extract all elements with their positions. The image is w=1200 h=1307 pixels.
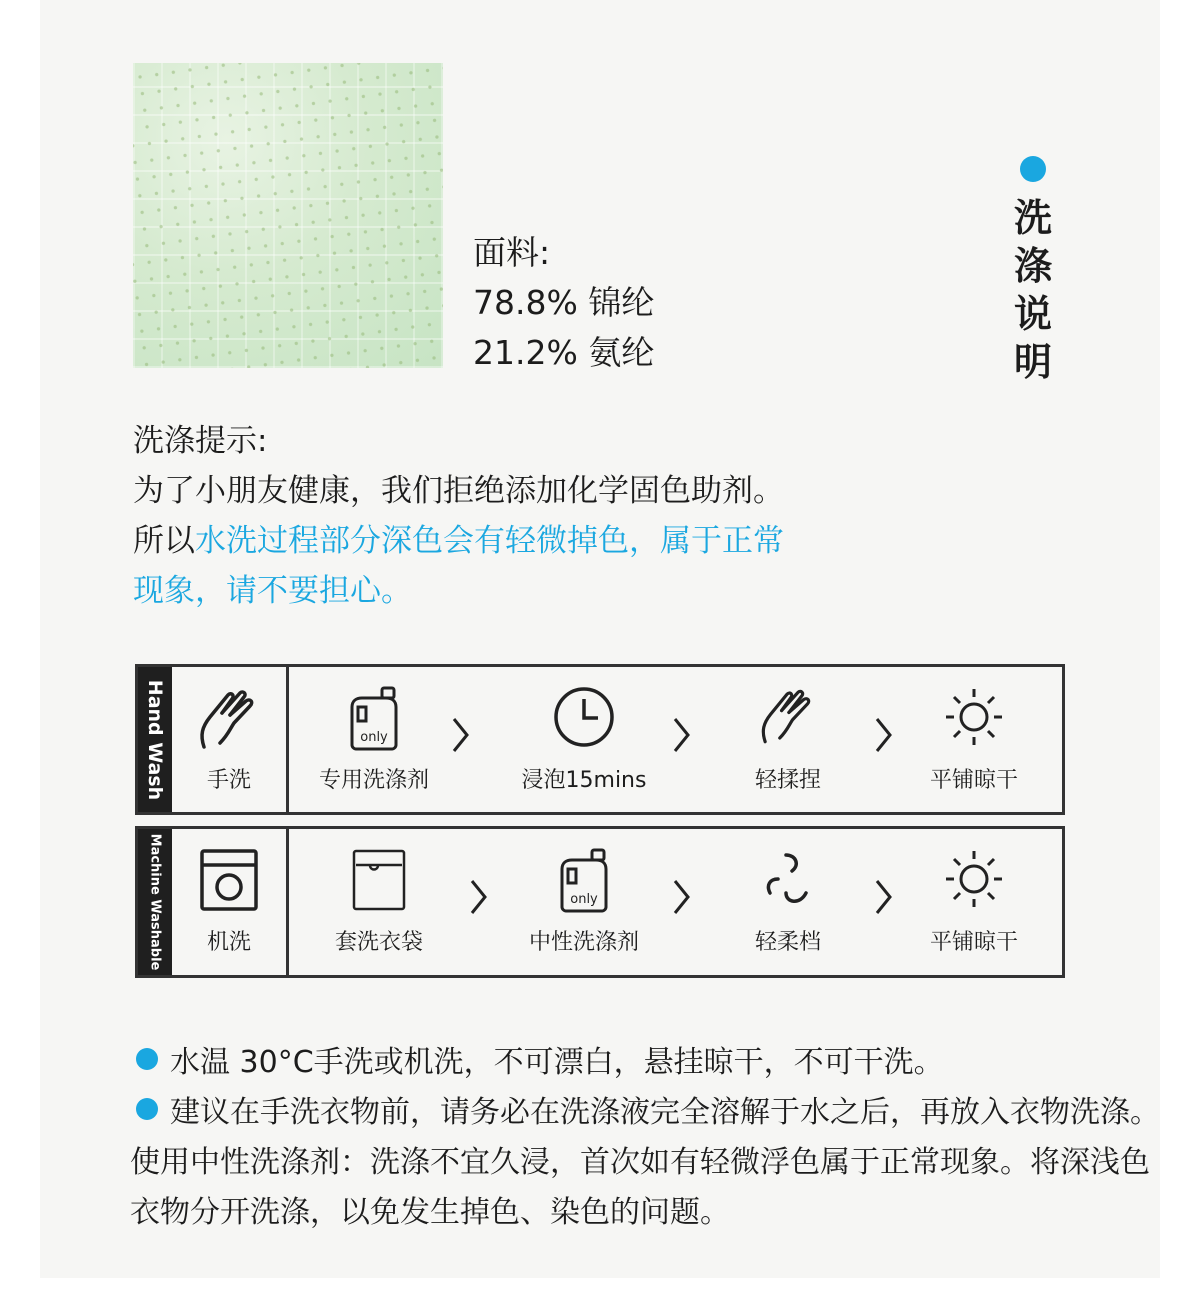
machine-wash-label: Machine Washable (147, 833, 163, 971)
hand-knead-icon (756, 685, 820, 749)
hand-step-soak (499, 667, 669, 812)
chevron-right-icon (672, 877, 692, 917)
note-item (130, 1088, 1160, 1238)
material-line-2: 21.2% 氨纶 (473, 333, 655, 372)
sun-icon (942, 685, 1006, 749)
svg-text:only: only (570, 892, 598, 907)
hand-icon (194, 685, 264, 755)
machine-step-caption-2: 中性洗涤剂 (528, 930, 639, 955)
side-title-dot-icon (1020, 156, 1046, 182)
washing-machine-icon (198, 847, 260, 913)
hand-wash-table (135, 664, 1065, 815)
bullet-dot-icon (136, 1048, 158, 1070)
machine-wash-main-caption: 机洗 (206, 930, 251, 955)
clock-icon (552, 685, 616, 749)
hand-wash-label-bar (138, 667, 172, 812)
washing-notes (130, 1038, 1160, 1238)
tips-body (133, 466, 813, 616)
material-info (473, 228, 654, 378)
tips-text-highlight: 水洗过程部分深色会有轻微掉色，属于正常现象，请不要担心。 (133, 523, 784, 609)
tips-text-normal: 为了小朋友健康，我们拒绝添加化学固色助剂。所以 (133, 473, 784, 559)
machine-step-dry (889, 829, 1059, 975)
hand-step-knead (703, 667, 873, 812)
machine-step-bag (294, 829, 464, 975)
machine-wash-steps (289, 829, 1062, 975)
material-label: 面料: (473, 233, 551, 272)
hand-wash-label: Hand Wash (144, 679, 166, 800)
detergent-bottle-icon (554, 847, 614, 913)
chevron-right-icon (469, 877, 489, 917)
hand-step-caption-3: 轻揉捏 (754, 768, 821, 793)
detergent-bottle-icon (344, 685, 404, 751)
machine-step-caption-3: 轻柔档 (754, 930, 821, 955)
note-text-2: 建议在手洗衣物前，请务必在洗涤液完全溶解于水之后，再放入衣物洗涤。使用中性洗涤剂：洗涤不宜久浸，首次如有轻微浮色属于正常现象。将深浅色衣物分开洗涤，以免发生掉色、染色的问题。 (130, 1095, 1160, 1230)
machine-step-caption-1: 套洗衣袋 (334, 930, 423, 955)
hand-step-caption-2: 浸泡15mins (521, 768, 647, 793)
hand-step-dry (889, 667, 1059, 812)
side-title (1013, 156, 1053, 386)
washing-tips (133, 416, 813, 616)
bullet-dot-icon (136, 1098, 158, 1120)
sun-icon (942, 847, 1006, 911)
svg-text:only: only (360, 730, 388, 745)
machine-step-detergent (499, 829, 669, 975)
fabric-swatch-image (133, 63, 443, 368)
chevron-right-icon (451, 715, 471, 755)
gentle-cycle-icon (756, 847, 820, 911)
hand-wash-main-caption: 手洗 (206, 768, 251, 793)
hand-step-caption-1: 专用洗涤剂 (318, 768, 429, 793)
tips-heading: 洗涤提示: (133, 423, 268, 459)
machine-wash-table (135, 826, 1065, 978)
side-title-text: 洗涤说明 (1013, 196, 1052, 384)
note-text-1: 水温 30°C手洗或机洗，不可漂白，悬挂晾干，不可干洗。 (170, 1045, 944, 1080)
machine-wash-label-bar (138, 829, 172, 975)
hand-wash-main-cell (172, 667, 289, 812)
machine-wash-main-cell (172, 829, 289, 975)
machine-step-caption-4: 平铺晾干 (929, 930, 1018, 955)
hand-step-detergent (289, 667, 459, 812)
laundry-bag-icon (350, 847, 408, 913)
hand-wash-steps (289, 667, 1062, 812)
machine-step-gentle (703, 829, 873, 975)
chevron-right-icon (672, 715, 692, 755)
material-line-1: 78.8% 锦纶 (473, 283, 655, 322)
hand-step-caption-4: 平铺晾干 (929, 768, 1018, 793)
note-item (130, 1038, 1160, 1088)
